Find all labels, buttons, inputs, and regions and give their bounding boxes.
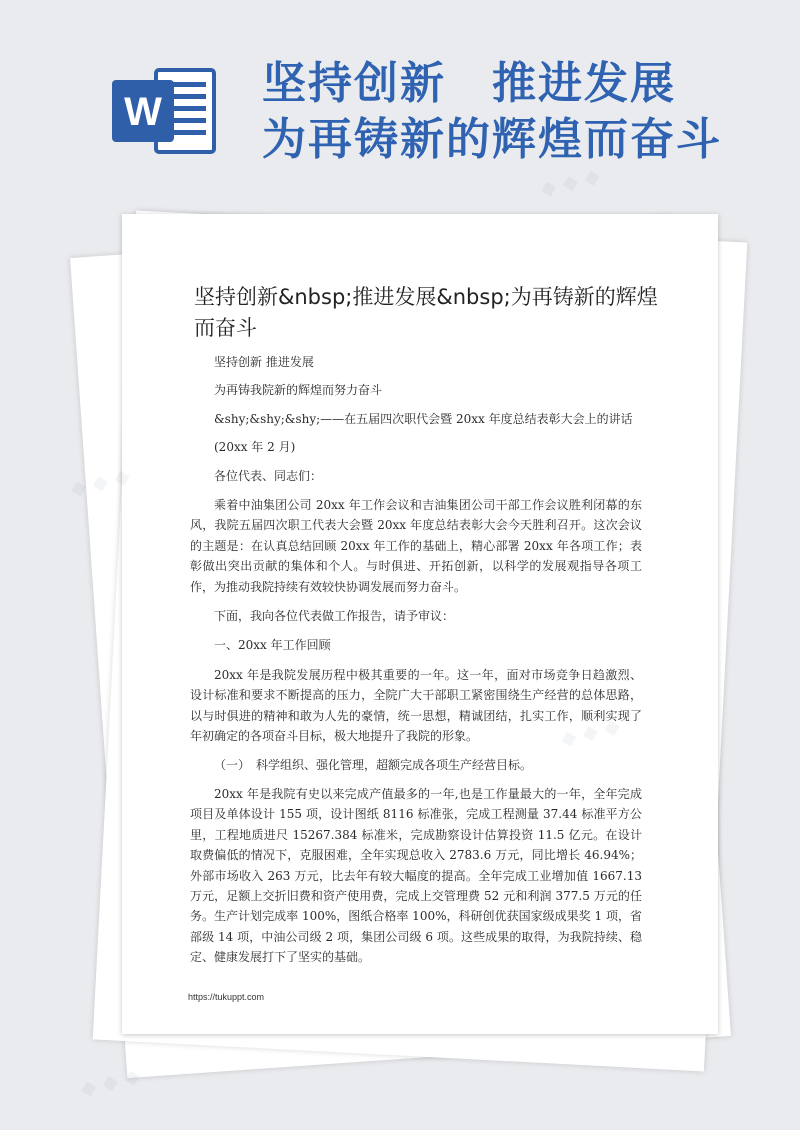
watermark: ◆ bbox=[67, 473, 89, 501]
watermark: ◆ ◆ ◆ bbox=[77, 1063, 143, 1101]
banner-title: 坚持创新 推进发展 为再铸新的辉煌而奋斗 bbox=[262, 58, 722, 165]
paragraph-review: 20xx 年是我院发展历程中极其重要的一年。这一年，面对市场竞争日趋激烈、设计标准和要求不断提高的压力，全院广大干部职工紧密围绕生产经营的总体思路，以与时俱进的精神和敢为人先的豪情，统一思想，精诚团结，扎实工作，顺利实现了年初确定的各项奋斗目标，极大地提升了我院的形象。 bbox=[190, 667, 642, 744]
paragraph-report-intro: 下面，我向各位代表做工作报告，请予审议： bbox=[214, 609, 455, 624]
subsection-heading-1: （一） 科学组织、强化管理，超额完成各项生产经营目标。 bbox=[214, 757, 533, 772]
word-logo-letter: W bbox=[124, 90, 162, 134]
document-title: 坚持创新&nbsp;推进发展&nbsp;为再铸新的辉煌而奋斗 bbox=[194, 285, 658, 340]
word-app-icon bbox=[112, 66, 218, 156]
watermark: ◆ ◆ ◆ bbox=[537, 163, 603, 201]
paragraph-salutation: 各位代表、同志们： bbox=[214, 468, 323, 483]
paragraph-speech-note: &shy;&shy;&shy;——在五届四次职代会暨 20xx 年度总结表彰大会上的讲话 bbox=[214, 411, 633, 426]
paragraph-subtitle-1: 坚持创新 推进发展 bbox=[214, 355, 314, 369]
paragraph-date: (20xx 年 2 月) bbox=[214, 440, 296, 455]
paragraph-subtitle-2: 为再铸我院新的辉煌而努力奋斗 bbox=[214, 383, 383, 398]
paragraph-opening: 乘着中油集团公司 20xx 年工作会议和吉油集团公司干部工作会议胜利闭幕的东风，我院五届四次职工代表大会暨 20xx 年度总结表彰大会今天胜利召开。这次会议的主题是：在认真总结回顾 20xx 年工作的基础上，精心部署 20xx 年各项工作；表彰做出突出贡献的集体和个人。与时俱进、开拓创新，以科学的发展观指导各项工作，为推动我院持续有效较快协调发展而努力奋斗。 bbox=[190, 498, 642, 594]
section-heading-1: 一、20xx 年工作回顾 bbox=[214, 638, 331, 653]
document-page bbox=[122, 214, 718, 1034]
document-body bbox=[190, 352, 642, 968]
footer-url: https://tukuppt.com bbox=[188, 992, 265, 1002]
paragraph-results: 20xx 年是我院有史以来完成产值最多的一年,也是工作量最大的一年，全年完成项目及单体设计 155 项，设计图纸 8116 标准张，完成工程测量 37.44 标准平方公里，工程地质进尺 15267.384 标准米，完成勘察设计估算投资 11.5 亿元。在设计取费偏低的情况下，克服困难，全年实现总收入 2783.6 万元，同比增长 46.94%；外部市场收入 263 万元，比去年有较大幅度的提高。全年完成工业增加值 1667.13 万元，足额上交折旧费和资产使用费，完成上交管理费 52 元和利润 377.5 万元的任务。生产计划完成率 100%，图纸合格率 100%，科研创优获国家级成果奖 1 项，省部级 14 项，中油公司级 2 项，集团公司级 6 项。这些成果的取得，为我院持续、稳定、健康发展打下了坚实的基础。 bbox=[190, 786, 642, 965]
